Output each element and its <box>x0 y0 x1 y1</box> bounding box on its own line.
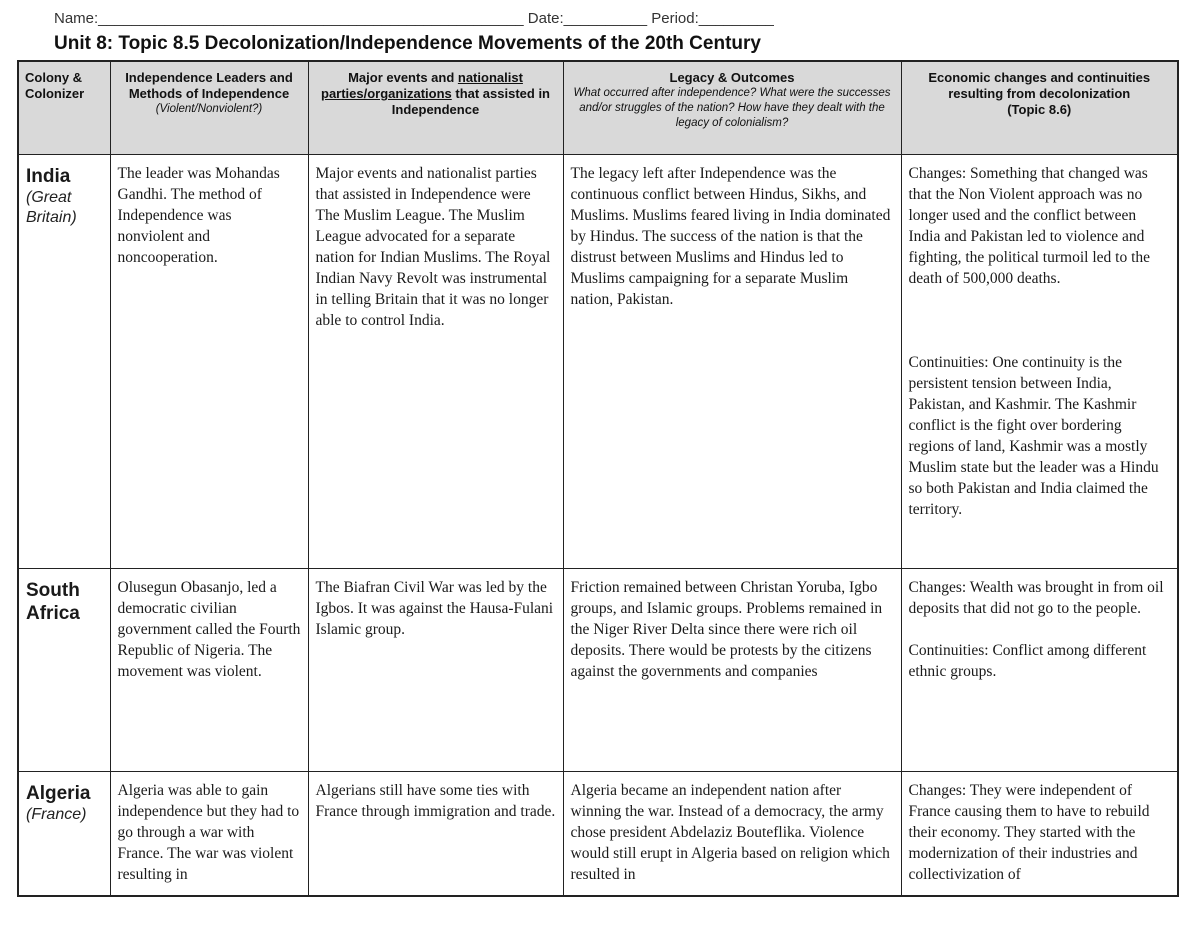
events-cell: Major events and nationalist parties that assisted in Independence were The Muslim League. The Muslim League advocated for a separate nation for Indian Muslims. The Royal Indian Navy Revolt was instrumental in telling Britain that it was no longer able to control India. <box>308 154 563 568</box>
header-events-underlined: nationalist parties/organizations <box>321 70 523 101</box>
header-economic <box>901 61 1178 154</box>
economic-cell <box>901 568 1178 771</box>
table-row <box>18 568 1178 771</box>
legacy-cell: Algeria became an independent nation after winning the war. Instead of a democracy, the army chose president Abdelaziz Bouteflika. Violence would still erupt in Algeria based on religion which resulted in <box>563 771 901 896</box>
events-cell: Algerians still have some ties with France through immigration and trade. <box>308 771 563 896</box>
header-economic-main: Economic changes and continuities resulting from decolonization <box>928 70 1151 101</box>
colony-cell <box>18 154 110 568</box>
header-events-prefix: Major events and <box>348 70 458 85</box>
leaders-cell: Olusegun Obasanjo, led a democratic civilian government called the Fourth Republic of Nigeria. The movement was violent. <box>110 568 308 771</box>
economic-cell <box>901 154 1178 568</box>
colonizer-name: (Great Britain) <box>26 188 77 226</box>
colony-name: South Africa <box>26 579 80 624</box>
table-row <box>18 154 1178 568</box>
decolonization-table <box>17 60 1179 897</box>
changes-text: Changes: Something that changed was that the Non Violent approach was no longer used and the conflict between India and Pakistan led to violence and fighting, the political turmoil led to the death of 500,000 deaths. <box>908 164 1150 287</box>
changes-text: Changes: Wealth was brought in from oil deposits that did not go to the people. <box>908 578 1164 617</box>
colonizer-name: (France) <box>26 805 87 823</box>
colony-cell <box>18 771 110 896</box>
header-legacy <box>563 61 901 154</box>
colony-name: India <box>26 165 71 187</box>
header-leaders-sub: (Violent/Nonviolent?) <box>155 103 263 115</box>
leaders-cell: Algeria was able to gain independence but they had to go through a war with France. The war was violent resulting in <box>110 771 308 896</box>
legacy-cell: Friction remained between Christan Yoruba, Igbo groups, and Islamic groups. Problems remained in the Niger River Delta since there were rich oil deposits. There would be protests by the citizens against the governments and companies <box>563 568 901 771</box>
header-leaders <box>110 61 308 154</box>
economic-cell: Changes: They were independent of France causing them to have to rebuild their economy. They started with the modernization of their industries and collectivization of <box>901 771 1178 896</box>
name-date-period-line: Name:___________________________________________________ Date:__________ Period:_________ <box>54 10 774 27</box>
continuities-text: Continuities: Conflict among different ethnic groups. <box>908 641 1147 680</box>
continuities-text: Continuities: One continuity is the persistent tension between India, Pakistan, and Kashmir. The Kashmir conflict is the fight over bordering regions of land, Kashmir was a mostly Muslim state but the leader was a Hindu so both Pakistan and India claimed the territory. <box>908 353 1159 518</box>
colony-name: Algeria <box>26 782 91 804</box>
header-leaders-main: Independence Leaders and Methods of Independence <box>125 70 293 101</box>
table-row <box>18 771 1178 896</box>
table-header-row <box>18 61 1178 154</box>
header-legacy-main: Legacy & Outcomes <box>669 70 795 85</box>
events-cell: The Biafran Civil War was led by the Igbos. It was against the Hausa-Fulani Islamic group. <box>308 568 563 771</box>
header-colony: Colony & Colonizer <box>18 61 110 154</box>
header-events-suffix: that assisted in Independence <box>391 86 550 117</box>
header-economic-sub: (Topic 8.6) <box>1007 102 1072 117</box>
colony-cell <box>18 568 110 771</box>
header-events <box>308 61 563 154</box>
leaders-cell: The leader was Mohandas Gandhi. The method of Independence was nonviolent and noncooperation. <box>110 154 308 568</box>
legacy-cell: The legacy left after Independence was the continuous conflict between Hindus, Sikhs, and Muslims. Muslims feared living in India dominated by Hindus. The success of the nation is that the distrust between Muslims and Hindus led to Muslims campaigning for a separate Muslim nation, Pakistan. <box>563 154 901 568</box>
page-title: Unit 8: Topic 8.5 Decolonization/Independence Movements of the 20th Century <box>54 33 761 54</box>
header-legacy-sub: What occurred after independence? What were the successes and/or struggles of the nation? How have they dealt with the legacy of colonialism? <box>573 87 891 129</box>
